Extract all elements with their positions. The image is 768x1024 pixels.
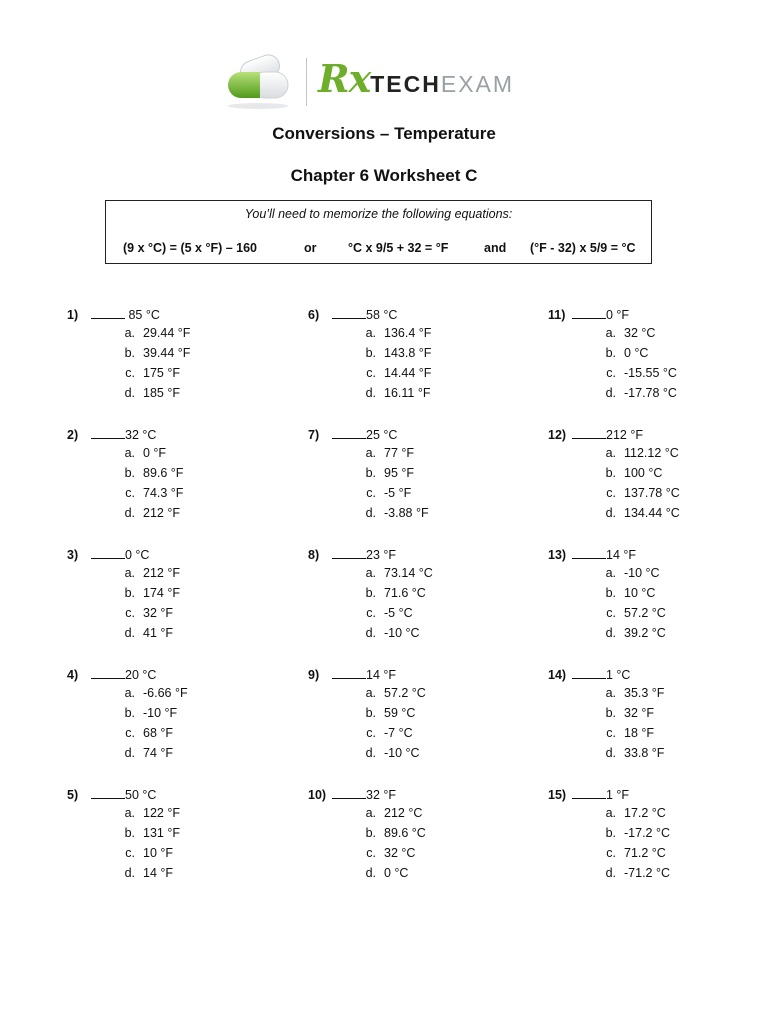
option-letter: c. xyxy=(125,726,135,740)
answer-option xyxy=(113,586,180,600)
option-letter: b. xyxy=(124,706,135,720)
capsule-icon xyxy=(222,54,294,110)
option-text: 0 °C xyxy=(384,866,409,880)
answer-option xyxy=(113,346,190,360)
option-text: 175 °F xyxy=(143,366,180,380)
question-value: 14 °F xyxy=(606,548,637,562)
option-letter: b. xyxy=(124,466,135,480)
page-title: Conversions – Temperature xyxy=(272,124,496,143)
answer-option xyxy=(113,866,173,880)
option-letter: a. xyxy=(605,806,616,820)
option-letter: d. xyxy=(124,746,135,760)
option-letter: a. xyxy=(365,446,376,460)
option-letter: a. xyxy=(605,326,616,340)
option-letter: b. xyxy=(365,466,376,480)
option-text: 57.2 °C xyxy=(624,606,666,620)
answer-option xyxy=(113,706,177,720)
option-letter: d. xyxy=(124,626,135,640)
logo-divider xyxy=(306,58,307,106)
answer-option xyxy=(113,606,173,620)
question-stem xyxy=(548,786,629,802)
question-stem xyxy=(308,306,397,322)
option-text: 41 °F xyxy=(143,626,174,640)
question-value: 1 °F xyxy=(606,788,630,802)
answer-blank[interactable] xyxy=(572,786,606,799)
answer-option xyxy=(594,826,670,840)
answer-option xyxy=(113,486,183,500)
option-letter: b. xyxy=(605,826,616,840)
option-text: 89.6 °F xyxy=(143,466,184,480)
answer-option xyxy=(113,466,183,480)
option-letter: d. xyxy=(365,626,376,640)
option-letter: a. xyxy=(124,446,135,460)
option-letter: b. xyxy=(124,826,135,840)
answer-option xyxy=(594,686,664,700)
option-text: 95 °F xyxy=(384,466,415,480)
equation-separator-and: and xyxy=(484,241,507,255)
option-letter: a. xyxy=(365,566,376,580)
question-stem xyxy=(67,786,156,802)
answer-option xyxy=(594,326,655,340)
option-text: -10 °F xyxy=(143,706,178,720)
option-letter: b. xyxy=(605,586,616,600)
option-text: 71.6 °C xyxy=(384,586,426,600)
option-text: 112.12 °C xyxy=(624,446,679,460)
option-text: 74.3 °F xyxy=(143,486,184,500)
question-stem xyxy=(548,306,629,322)
answer-option xyxy=(354,466,414,480)
option-text: 10 °C xyxy=(624,586,656,600)
question-stem xyxy=(308,786,396,802)
option-text: 32 °C xyxy=(384,846,416,860)
answer-option xyxy=(354,566,433,580)
option-text: 185 °F xyxy=(143,386,180,400)
option-text: -10 °C xyxy=(384,746,420,760)
option-letter: b. xyxy=(124,346,135,360)
answer-option xyxy=(354,326,431,340)
option-text: -71.2 °C xyxy=(624,866,670,880)
option-letter: a. xyxy=(605,686,616,700)
question-value: 212 °F xyxy=(606,428,643,442)
question-stem xyxy=(308,666,396,682)
option-text: 212 °C xyxy=(384,806,423,820)
rx-tech-exam-logo xyxy=(222,52,562,114)
option-text: 0 °F xyxy=(143,446,167,460)
answer-option xyxy=(113,846,173,860)
logo-exam: EXAM xyxy=(440,71,515,97)
option-text: 57.2 °C xyxy=(384,686,426,700)
question-value: 50 °C xyxy=(125,788,157,802)
option-letter: b. xyxy=(365,346,376,360)
question-value: 20 °C xyxy=(125,668,157,682)
question-value: 1 °C xyxy=(606,668,631,682)
answer-option xyxy=(113,366,180,380)
answer-option xyxy=(354,606,413,620)
equation-2: °C x 9/5 + 32 = °F xyxy=(348,241,449,255)
option-letter: b. xyxy=(365,586,376,600)
question-stem xyxy=(67,546,149,562)
option-letter: b. xyxy=(605,706,616,720)
answer-option xyxy=(594,626,666,640)
answer-blank[interactable] xyxy=(91,546,125,559)
answer-blank[interactable] xyxy=(91,786,125,799)
answer-blank[interactable] xyxy=(572,546,606,559)
answer-option xyxy=(354,846,415,860)
answer-option xyxy=(594,366,677,380)
option-letter: a. xyxy=(124,326,135,340)
question-stem xyxy=(548,666,630,682)
answer-option xyxy=(354,746,420,760)
option-letter: c. xyxy=(366,726,376,740)
answer-option xyxy=(354,486,411,500)
option-text: 137.78 °C xyxy=(624,486,680,500)
option-letter: c. xyxy=(125,366,135,380)
answer-blank[interactable] xyxy=(332,786,366,799)
option-text: 33.8 °F xyxy=(624,746,665,760)
equation-3: (°F - 32) x 5/9 = °C xyxy=(530,241,636,255)
answer-option xyxy=(113,806,180,820)
question-number: 9) xyxy=(308,668,320,682)
option-letter: a. xyxy=(605,566,616,580)
option-text: 39.44 °F xyxy=(143,346,191,360)
answer-option xyxy=(113,326,190,340)
equations-intro: You’ll need to memorize the following equations: xyxy=(244,207,513,221)
option-text: 89.6 °C xyxy=(384,826,426,840)
answer-blank[interactable] xyxy=(332,306,366,319)
option-text: 18 °F xyxy=(624,726,655,740)
option-letter: c. xyxy=(125,846,135,860)
answer-option xyxy=(113,826,180,840)
option-text: 14 °F xyxy=(143,866,174,880)
answer-option xyxy=(354,366,431,380)
answer-blank[interactable] xyxy=(332,426,366,439)
option-text: 68 °F xyxy=(143,726,174,740)
question-number: 8) xyxy=(308,548,320,562)
answer-option xyxy=(354,586,426,600)
answer-option xyxy=(594,446,679,460)
option-letter: d. xyxy=(365,386,376,400)
option-letter: d. xyxy=(605,866,616,880)
option-text: 35.3 °F xyxy=(624,686,665,700)
option-letter: c. xyxy=(125,606,135,620)
option-text: 17.2 °C xyxy=(624,806,666,820)
question-value: 23 °F xyxy=(366,548,397,562)
question-number: 6) xyxy=(308,308,320,322)
option-letter: d. xyxy=(605,626,616,640)
answer-option xyxy=(354,506,429,520)
option-letter: a. xyxy=(365,686,376,700)
question-number: 5) xyxy=(67,788,79,802)
answer-option xyxy=(594,346,648,360)
option-letter: c. xyxy=(606,606,616,620)
answer-option xyxy=(594,586,655,600)
question-value: 58 °C xyxy=(366,308,398,322)
option-letter: b. xyxy=(365,826,376,840)
answer-option xyxy=(594,746,664,760)
answer-option xyxy=(354,706,415,720)
option-text: 212 °F xyxy=(143,566,180,580)
answer-option xyxy=(113,386,180,400)
answer-option xyxy=(354,826,426,840)
question-number: 15) xyxy=(548,788,567,802)
option-letter: c. xyxy=(606,846,616,860)
answer-option xyxy=(354,626,420,640)
answer-blank[interactable] xyxy=(572,426,606,439)
answer-option xyxy=(113,506,180,520)
logo-rx: Rx xyxy=(318,56,371,101)
option-letter: a. xyxy=(124,806,135,820)
option-text: 174 °F xyxy=(143,586,180,600)
option-text: 212 °F xyxy=(143,506,180,520)
answer-option xyxy=(113,626,173,640)
option-letter: c. xyxy=(125,486,135,500)
question-value: 85 °C xyxy=(125,308,160,322)
question-number: 11) xyxy=(548,308,566,322)
option-text: 29.44 °F xyxy=(143,326,191,340)
logo-tech: TECH xyxy=(370,71,441,97)
question-value: 0 °F xyxy=(606,308,630,322)
option-letter: a. xyxy=(365,806,376,820)
question-number: 13) xyxy=(548,548,567,562)
option-letter: b. xyxy=(124,586,135,600)
logo-wordmark xyxy=(318,56,515,101)
option-text: -5 °F xyxy=(384,486,412,500)
answer-option xyxy=(594,606,666,620)
question-number: 4) xyxy=(67,668,79,682)
option-text: 32 °F xyxy=(624,706,655,720)
question-value: 0 °C xyxy=(125,548,150,562)
question-stem xyxy=(308,546,396,562)
option-text: 136.4 °F xyxy=(384,326,432,340)
option-letter: b. xyxy=(605,466,616,480)
answer-option xyxy=(594,866,670,880)
option-text: 122 °F xyxy=(143,806,180,820)
answer-option xyxy=(354,446,414,460)
option-letter: c. xyxy=(366,366,376,380)
answer-option xyxy=(354,386,430,400)
option-text: -7 °C xyxy=(384,726,413,740)
option-letter: a. xyxy=(605,446,616,460)
question-value: 32 °C xyxy=(125,428,157,442)
option-letter: d. xyxy=(605,386,616,400)
option-text: -10 °C xyxy=(624,566,660,580)
option-letter: c. xyxy=(606,366,616,380)
question-value: 14 °F xyxy=(366,668,397,682)
answer-blank[interactable] xyxy=(91,306,125,319)
answer-blank[interactable] xyxy=(572,666,606,679)
option-letter: d. xyxy=(124,506,135,520)
option-letter: d. xyxy=(605,746,616,760)
answer-option xyxy=(354,346,431,360)
equation-1: (9 x °C) = (5 x °F) – 160 xyxy=(123,241,258,255)
option-letter: d. xyxy=(365,506,376,520)
option-letter: b. xyxy=(605,346,616,360)
option-letter: c. xyxy=(366,486,376,500)
question-number: 7) xyxy=(308,428,320,442)
option-text: -15.55 °C xyxy=(624,366,677,380)
question-number: 12) xyxy=(548,428,567,442)
option-text: 131 °F xyxy=(143,826,180,840)
answer-option xyxy=(594,846,666,860)
option-text: -10 °C xyxy=(384,626,420,640)
answer-option xyxy=(113,726,173,740)
question-stem xyxy=(308,426,397,442)
option-letter: d. xyxy=(605,506,616,520)
page-subtitle: Chapter 6 Worksheet C xyxy=(290,166,478,185)
question-stem xyxy=(67,306,160,322)
option-text: 14.44 °F xyxy=(384,366,432,380)
option-letter: c. xyxy=(606,486,616,500)
answer-blank[interactable] xyxy=(91,666,125,679)
answer-option xyxy=(113,746,173,760)
question-stem xyxy=(67,426,156,442)
answer-option xyxy=(594,486,680,500)
answer-option xyxy=(354,806,422,820)
option-text: 0 °C xyxy=(624,346,649,360)
option-letter: b. xyxy=(365,706,376,720)
question-stem xyxy=(548,546,636,562)
option-text: -3.88 °F xyxy=(384,506,429,520)
question-stem xyxy=(548,426,643,442)
question-stem xyxy=(67,666,156,682)
option-text: 77 °F xyxy=(384,446,415,460)
option-text: -17.2 °C xyxy=(624,826,670,840)
equations-box xyxy=(105,200,652,264)
answer-option xyxy=(594,466,662,480)
answer-option xyxy=(354,726,413,740)
question-number: 2) xyxy=(67,428,79,442)
option-letter: a. xyxy=(124,566,135,580)
option-text: 16.11 °F xyxy=(384,386,431,400)
answer-blank[interactable] xyxy=(91,426,125,439)
option-letter: a. xyxy=(365,326,376,340)
option-text: -5 °C xyxy=(384,606,413,620)
answer-blank[interactable] xyxy=(332,666,366,679)
answer-blank[interactable] xyxy=(332,546,366,559)
answer-option xyxy=(594,726,654,740)
question-number: 1) xyxy=(67,308,79,322)
answer-option xyxy=(594,706,654,720)
option-letter: d. xyxy=(124,386,135,400)
question-number: 3) xyxy=(67,548,79,562)
option-text: 71.2 °C xyxy=(624,846,666,860)
answer-option xyxy=(594,386,677,400)
option-letter: c. xyxy=(606,726,616,740)
option-text: 59 °C xyxy=(384,706,416,720)
answer-option xyxy=(113,446,166,460)
option-letter: a. xyxy=(124,686,135,700)
question-value: 25 °C xyxy=(366,428,398,442)
answer-option xyxy=(354,866,408,880)
answer-option xyxy=(113,566,180,580)
answer-option xyxy=(594,806,666,820)
option-letter: d. xyxy=(124,866,135,880)
question-number: 10) xyxy=(308,788,327,802)
answer-option xyxy=(354,686,426,700)
answer-blank[interactable] xyxy=(572,306,606,319)
option-text: 73.14 °C xyxy=(384,566,433,580)
option-text: 100 °C xyxy=(624,466,663,480)
option-text: -17.78 °C xyxy=(624,386,677,400)
option-text: 32 °F xyxy=(143,606,174,620)
question-value: 32 °F xyxy=(366,788,397,802)
option-text: 39.2 °C xyxy=(624,626,666,640)
option-text: 74 °F xyxy=(143,746,174,760)
answer-option xyxy=(594,566,660,580)
option-text: 134.44 °C xyxy=(624,506,680,520)
option-letter: d. xyxy=(365,746,376,760)
option-text: 32 °C xyxy=(624,326,656,340)
option-text: -6.66 °F xyxy=(143,686,188,700)
answer-option xyxy=(113,686,188,700)
answer-option xyxy=(594,506,680,520)
question-number: 14) xyxy=(548,668,567,682)
option-letter: d. xyxy=(365,866,376,880)
option-text: 10 °F xyxy=(143,846,174,860)
equation-separator-or: or xyxy=(304,241,317,255)
option-letter: c. xyxy=(366,846,376,860)
option-text: 143.8 °F xyxy=(384,346,432,360)
option-letter: c. xyxy=(366,606,376,620)
